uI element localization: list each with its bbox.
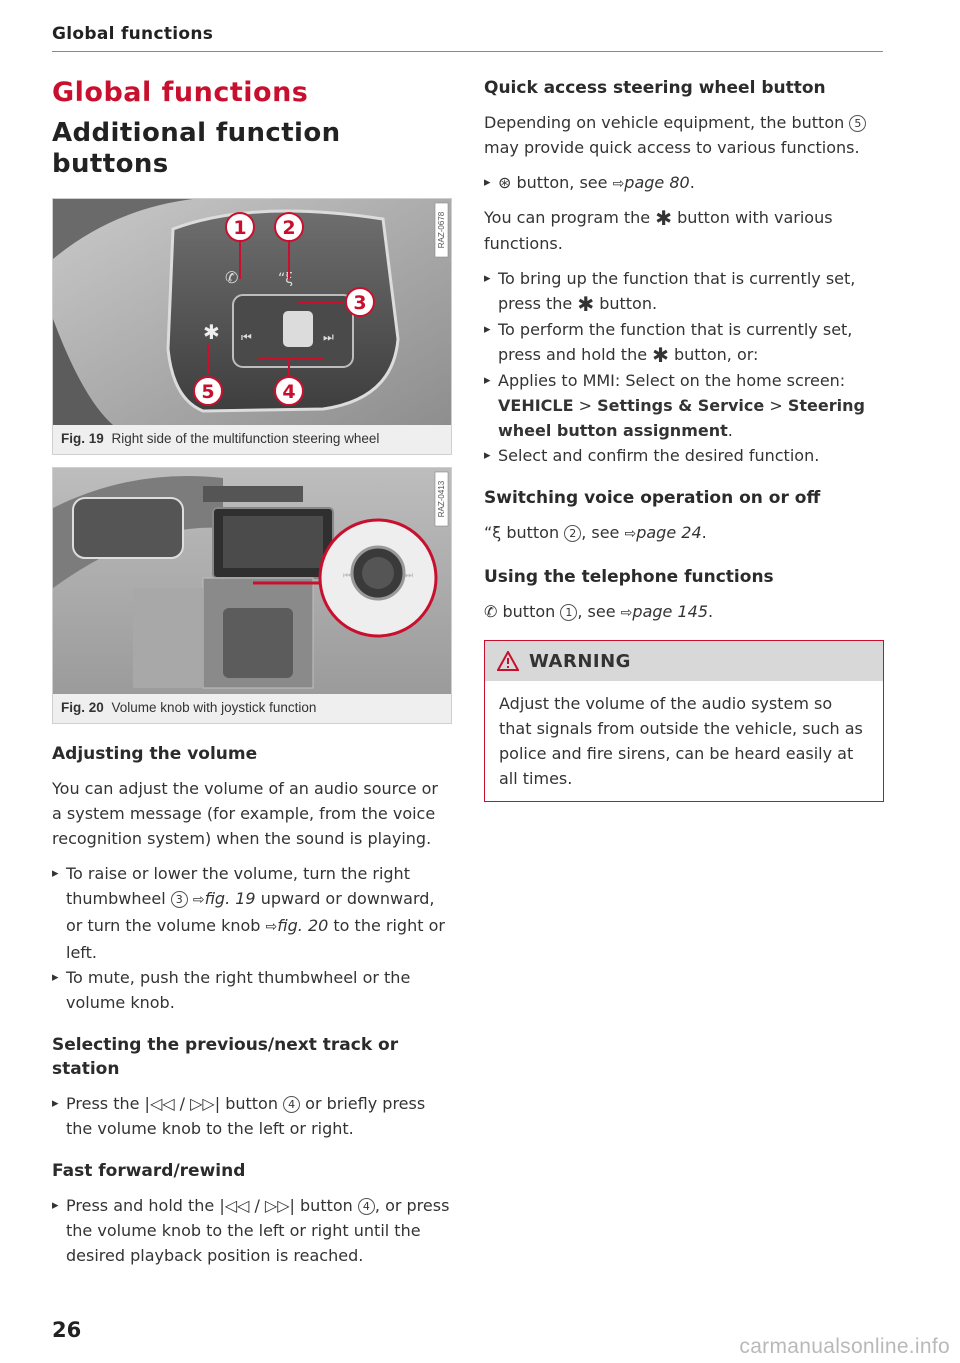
fig20-caption-label: Fig. 20 [61, 700, 104, 715]
svg-text:✱: ✱ [203, 320, 220, 344]
header-rule [52, 51, 883, 52]
fig20-link[interactable]: fig. 20 [277, 916, 329, 935]
fast-forward-heading: Fast forward/rewind [52, 1161, 246, 1181]
callout-ref-5: 5 [849, 115, 866, 132]
warning-box [484, 640, 884, 802]
fig19-caption-label: Fig. 19 [61, 431, 104, 446]
list-item: ▸ To perform the function that is currently set, press and hold the ✱ button, or: [484, 317, 884, 368]
quick-access-steps [484, 266, 884, 468]
svg-text:“ξ: “ξ [278, 271, 294, 287]
svg-text:5: 5 [201, 381, 215, 403]
quick-access-program: You can program the ✱ button with various functions. [484, 206, 833, 253]
arrow-ref-icon: ⇨ [612, 176, 625, 192]
callout-ref-4: 4 [283, 1096, 300, 1113]
list-item: ▸ Select and confirm the desired function. [484, 443, 884, 468]
callout-1 [226, 213, 254, 241]
svg-text:3: 3 [353, 292, 367, 314]
fig20-code: RAZ-0413 [437, 480, 446, 518]
callout-2 [275, 213, 303, 241]
arrow-ref-icon: ⇨ [624, 526, 637, 542]
adjusting-volume-steps [52, 861, 452, 1015]
page-24-link[interactable]: page 24 [636, 523, 702, 542]
list-item: ▸ To raise or lower the volume, turn the right thumbwheel 3 ⇨fig. 19 upward or downward, or turn the volume knob ⇨fig. 20 to the right or left. [52, 861, 452, 965]
menu-path-settings: Settings & Service [597, 396, 765, 415]
right-column [484, 70, 884, 802]
list-item: ▸ Press the |◁◁ / ▷▷| button 4 or briefly press the volume knob to the left or right. [52, 1091, 452, 1141]
steering-wheel-illustration [53, 199, 451, 425]
page-80-link[interactable]: page 80 [624, 173, 690, 192]
asterisk-icon: ✱ [655, 206, 672, 230]
quick-access-ref [484, 170, 884, 197]
arrow-ref-icon: ⇨ [265, 919, 278, 935]
list-item: ▸ ⊛ button, see ⇨page 80. [484, 170, 884, 197]
figure-20 [52, 467, 452, 724]
svg-text:1: 1 [233, 217, 247, 239]
warning-text: Adjust the volume of the audio system so that signals from outside the vehicle, such as police and fire sirens, can be heard easily at all times. [499, 694, 863, 788]
svg-text:⏭: ⏭ [323, 330, 334, 344]
page-number: 26 [52, 1318, 82, 1342]
svg-text:2: 2 [282, 217, 296, 239]
chapter-title: Global functions [52, 77, 309, 108]
running-header: Global functions [52, 24, 214, 44]
warning-triangle-icon [497, 651, 519, 671]
dashboard-illustration [53, 468, 451, 694]
menu-path-vehicle: VEHICLE [498, 396, 574, 415]
quick-access-intro: Depending on vehicle equipment, the button 5 may provide quick access to various functions. [484, 110, 884, 160]
adjusting-volume-intro: You can adjust the volume of an audio source or a system message (for example, from the voice recognition system) when the sound is playing. [52, 779, 438, 848]
adjusting-volume-heading: Adjusting the volume [52, 744, 258, 764]
svg-text:✆: ✆ [225, 268, 239, 287]
callout-ref-4: 4 [358, 1198, 375, 1215]
svg-text:⏮: ⏮ [343, 571, 352, 581]
svg-text:⏮: ⏮ [241, 330, 252, 344]
section-title [52, 118, 452, 180]
voice-operation-heading: Switching voice operation on or off [484, 488, 821, 508]
list-item: ▸ Applies to MMI: Select on the home screen: VEHICLE > Settings & Service > Steering wheel button assignment. [484, 368, 884, 443]
svg-text:4: 4 [282, 381, 296, 403]
selecting-track-steps [52, 1091, 452, 1141]
callout-4 [275, 377, 303, 405]
callout-ref-1: 1 [560, 604, 577, 621]
fig19-caption [53, 425, 451, 454]
callout-5 [194, 377, 222, 405]
quick-access-heading: Quick access steering wheel button [484, 78, 826, 98]
arrow-ref-icon: ⇨ [620, 605, 633, 621]
callout-3 [346, 288, 374, 316]
voice-icon: “ξ [484, 523, 502, 542]
callout-ref-3: 3 [171, 891, 188, 908]
svg-text:⏭: ⏭ [405, 571, 414, 581]
asterisk-icon: ✱ [652, 343, 669, 367]
warning-header [485, 641, 883, 681]
list-item: ▸ To mute, push the right thumbwheel or the volume knob. [52, 965, 452, 1015]
steering-wheel-icon: ⊛ [498, 173, 512, 192]
telephone-heading: Using the telephone functions [484, 567, 774, 587]
section-title-line1: Additional function [52, 118, 341, 148]
figure-19 [52, 198, 452, 455]
watermark: carmanualsonline.info [739, 1335, 950, 1358]
prev-next-icon: |◁◁ / ▷▷| [219, 1196, 295, 1215]
list-item: ▸ To bring up the function that is currently set, press the ✱ button. [484, 266, 884, 317]
fig19-link[interactable]: fig. 19 [204, 889, 256, 908]
fig19-code: RAZ-0678 [437, 211, 446, 249]
arrow-ref-icon: ⇨ [192, 892, 205, 908]
voice-operation-text: “ξ button 2 , see ⇨page 24. [484, 523, 707, 542]
menu-path-steering-wheel: Steering wheel button assignment [498, 396, 865, 440]
warning-title: WARNING [529, 650, 631, 672]
selecting-track-heading: Selecting the previous/next track or station [52, 1035, 399, 1079]
fast-forward-steps [52, 1193, 452, 1268]
section-title-line2: buttons [52, 149, 169, 179]
callout-ref-2: 2 [564, 525, 581, 542]
asterisk-icon: ✱ [577, 292, 595, 316]
fig20-caption [53, 694, 451, 723]
page-145-link[interactable]: page 145 [632, 602, 708, 621]
list-item: ▸ Press and hold the |◁◁ / ▷▷| button 4 , or press the volume knob to the left or right until the desired playback position is reached. [52, 1193, 452, 1268]
fig19-caption-text: Right side of the multifunction steering wheel [111, 431, 380, 446]
phone-icon: ✆ [484, 602, 498, 621]
left-column [52, 70, 452, 1276]
telephone-text: ✆ button 1 , see ⇨page 145. [484, 602, 714, 621]
fig20-caption-text: Volume knob with joystick function [111, 700, 317, 715]
prev-next-icon: |◁◁ / ▷▷| [144, 1094, 221, 1113]
